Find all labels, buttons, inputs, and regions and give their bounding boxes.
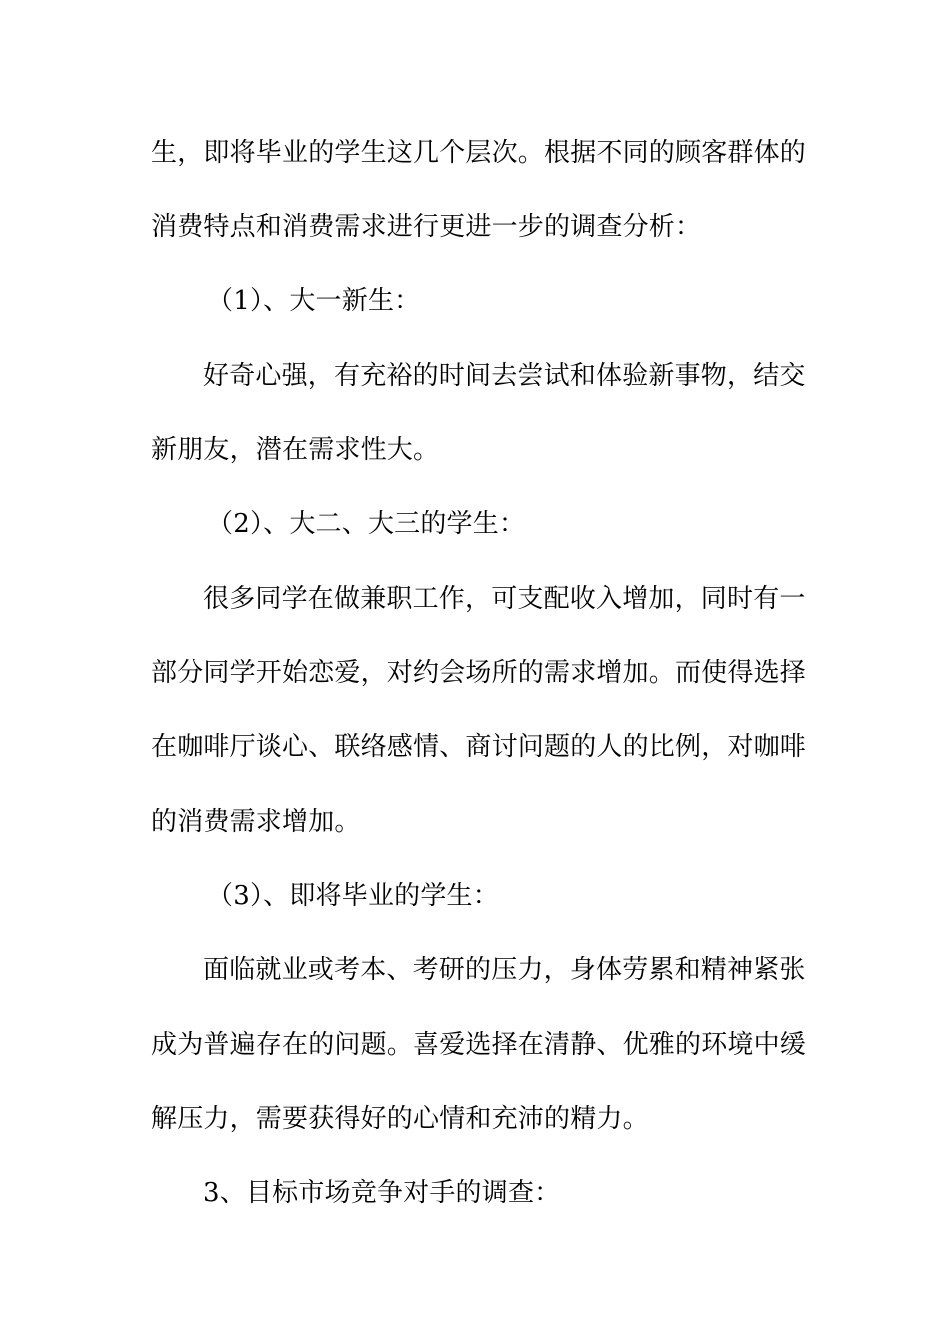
subheading-freshmen: （1）、大一新生：	[207, 286, 421, 316]
paragraph-line: 消费特点和消费需求进行更进一步的调查分析：	[151, 212, 702, 242]
paragraph-line: 部分同学开始恋爱，对约会场所的需求增加。而使得选择	[151, 658, 807, 688]
paragraph-line: 在咖啡厅谈心、联络感情、商讨问题的人的比例，对咖啡	[151, 732, 807, 762]
paragraph-line: 生，即将毕业的学生这几个层次。根据不同的顾客群体的	[151, 138, 807, 168]
subheading-sophomore-junior: （2）、大二、大三的学生：	[207, 509, 526, 539]
paragraph-line: 解压力，需要获得好的心情和充沛的精力。	[151, 1104, 649, 1134]
paragraph-line: 新朋友，潜在需求性大。	[151, 435, 440, 465]
section-heading-competitors: 3、目标市场竞争对手的调查：	[203, 1178, 561, 1208]
paragraph-line: 好奇心强，有充裕的时间去尝试和体验新事物，结交	[203, 361, 806, 391]
subheading-graduating: （3）、即将毕业的学生：	[207, 881, 499, 911]
paragraph-line: 成为普遍存在的问题。喜爱选择在清静、优雅的环境中缓	[151, 1030, 807, 1060]
paragraph-line: 面临就业或考本、考研的压力，身体劳累和精神紧张	[203, 955, 806, 985]
paragraph-line: 很多同学在做兼职工作，可支配收入增加，同时有一	[203, 584, 806, 614]
paragraph-line: 的消费需求增加。	[151, 807, 361, 837]
